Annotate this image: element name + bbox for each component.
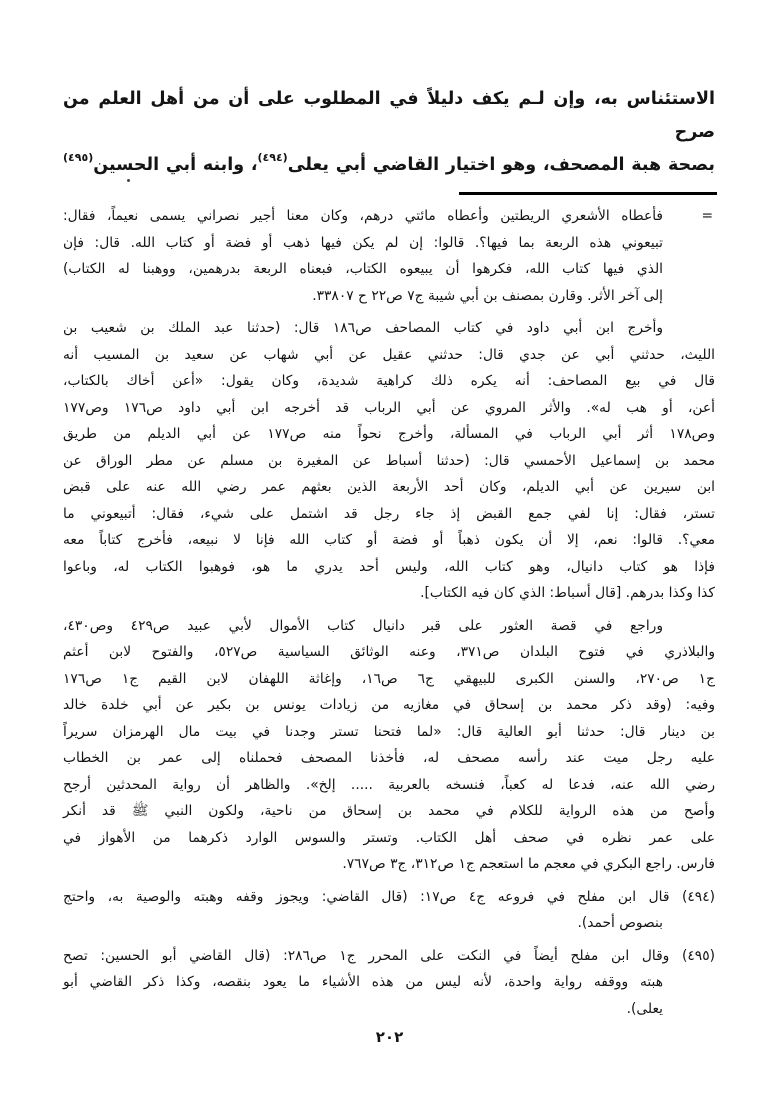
footnote-line: محمد بن إسماعيل الأحمسي قال: (حدثنا أسباط عن المغيرة بن مسلم عن مطر الوراق عن: [63, 452, 715, 469]
footnote-ref-494: (٤٩٤): [257, 151, 288, 165]
footnote-line: قال في بيع المصاحف: أنه يكره ذلك كراهية شديدة، وكان يقول: «أعن أخاك بالكتاب،: [63, 373, 715, 389]
footnotes-block: [63, 203, 715, 1022]
footnote-line: بن دينار قال: حدثنا أبو العالية قال: «لما فتحنا تستر وجدنا في بيت مال الهرمزان سريراً: [63, 723, 715, 740]
footnote-separator: [459, 192, 717, 195]
footnote-line: وص١٧٨ أثر أبي الرباب في المسألة، وأخرج نحواً منه ص١٧٧ عن أبي الديلم من طريق: [63, 426, 715, 442]
page-number: ٢٠٢: [375, 1028, 404, 1046]
footnote-line: رضي الله عنه، فدعا له كعباً، فنسخه بالعربية ..... إلخ». والظاهر أن رواية المحدثين أرجح: [63, 776, 715, 793]
footnote-line: الذي فيها كتاب الله، فكرهوا أن يبيعوه الكتاب، فبعناه الربعة بدرهمين، ووهبنا له الكتاب): [63, 261, 663, 277]
footnote-line: فإذا هو كتاب دانيال، وهو كتاب الله، وليس أحد يدري ما هو، فوهبوا الكتاب له، وباعوا: [63, 558, 715, 575]
footnote-line: تبيعوني هذه الربعة بما فيها؟. قالوا: إن لم يكن فيها ذهب أو فضة أو كتاب الله. قال: فإن: [63, 234, 663, 251]
footnote-line: (٤٩٤) قال ابن مفلح في فروعه ج٤ ص١٧: (قال القاضي: ويجوز وقفه وهبته والوصية به، واحتج: [63, 888, 715, 905]
footnote-line: والبلاذري في فتوح البلدان ص٣٧١، وعنه الوثائق السياسية ص٥٢٧، والفتوح لابن أعثم: [63, 644, 715, 660]
footnote-paragraph: [63, 203, 715, 309]
main-text-segment: بصحة هبة المصحف، وهو اختيار القاضي أبي يعلى: [287, 155, 715, 175]
main-text-block: [63, 83, 715, 182]
main-text-segment: ، وابنه أبي الحسين: [93, 155, 258, 175]
footnote-line: بنصوص أحمد).: [577, 915, 663, 931]
footnote-line: هبته ووقفه رواية واحدة، لأنه ليس من هذه الأشياء ما يعود بنقصه، وكذا ذكر القاضي أبو: [63, 974, 663, 990]
footnote-line: كذا وكذا بدرهم. [قال أسباط: الذي كان فيه الكتاب].: [420, 585, 715, 601]
footnote-continuation-marker: =: [701, 208, 713, 224]
footnote-line: وأصح من هذه الرواية للكلام في محمد بن إسحاق من ناحية، ولكون النبي ﷺ قد أنكر: [63, 803, 715, 819]
footnote-ref-495: (٤٩٥): [63, 151, 94, 165]
footnote-line: فارس. راجع البكري في معجم ما استعجم ج١ ص٣١٢، ج٣ ص٧٦٧.: [342, 856, 715, 872]
footnote-line: تستر، فقال: إنا لفي جمع القبض إذ جاء رجل قد اشتمل على شيء، فقال: أتبيعوني ما: [63, 505, 715, 522]
footnote-paragraph: [63, 943, 715, 1023]
footnote-line: يعلى).: [626, 1000, 663, 1017]
footnote-line: وراجع في قصة العثور على قبر دانيال كتاب الأموال لأبي عبيد ص٤٢٩ وص٤٣٠،: [63, 617, 663, 634]
main-text-line: الاستئناس به، وإن لـم يكف دليلاً في المطلوب على أن من أهل العلم من صرح: [63, 89, 715, 142]
main-text-line: [63, 149, 715, 182]
footnote-line: عليه رجل ميت عند رأسه مصحف له، فأخذنا المصحف فحملناه إلى عمر بن الخطاب: [63, 750, 715, 766]
footnote-line: وفيه: (وقد ذكر محمد بن إسحاق في مغازيه من زيادات يونس بن بكير عن أبي خلدة خالد: [63, 697, 715, 713]
footnote-line: (٤٩٥) وقال ابن مفلح أيضاً في النكت على المحرر ج١ ص٢٨٦: (قال القاضي أبو الحسين: تصح: [63, 947, 716, 964]
footnote-line: معي؟. قالوا: نعم، إلا أن يكون ذهباً أو فضة أو كتاب الله فإنا لا نبيعه، فأخرج كتاباً معه: [63, 532, 715, 548]
footnote-line: على عمر نظره في صحف أهل الكتاب. وتستر والسوس الوارد ذكرهما من الأهواز في: [63, 829, 715, 846]
footnote-line: الليث، حدثني أبي عن جدي قال: حدثني عقيل عن أبي شهاب عن سعيد بن المسيب أنه: [63, 346, 715, 363]
footnote-line: ابن سيرين عن أبي الديلم، وكان أحد الأربعة الذين بعثهم عمر رضي الله عنه على قبض: [63, 479, 715, 495]
footnote-line: فأعطاه الأشعري الريطتين وأعطاه مائتي درهم، وكان معنا أجير نصراني يسمى نعيماً، فقال: =: [63, 203, 715, 230]
footnote-line: أعن، أو هب له». والأثر المروي عن أبي الرباب قد أخرجه ابن أبي داود ص١٧٦ وص١٧٧: [63, 399, 715, 416]
footnote-paragraph: [63, 315, 715, 607]
footnote-paragraph: [63, 613, 715, 878]
footnote-line: ج١ ص٢٧٠، والسنن الكبرى للبيهقي ج٦ ص١٦، وإغاثة اللهفان لابن القيم ج١ ص١٧٦: [63, 670, 715, 687]
footnote-line: وأخرج ابن أبي داود في كتاب المصاحف ص١٨٦ قال: (حدثنا عبد الملك بن شعيب بن: [63, 320, 663, 336]
footnote-line: إلى آخر الأثر. وقارن بمصنف بن أبي شيبة ج٧ ص٢٢ ح ٣٣٨٠٧.: [312, 287, 663, 304]
footnote-paragraph: [63, 884, 715, 937]
scan-speck: [127, 179, 130, 182]
